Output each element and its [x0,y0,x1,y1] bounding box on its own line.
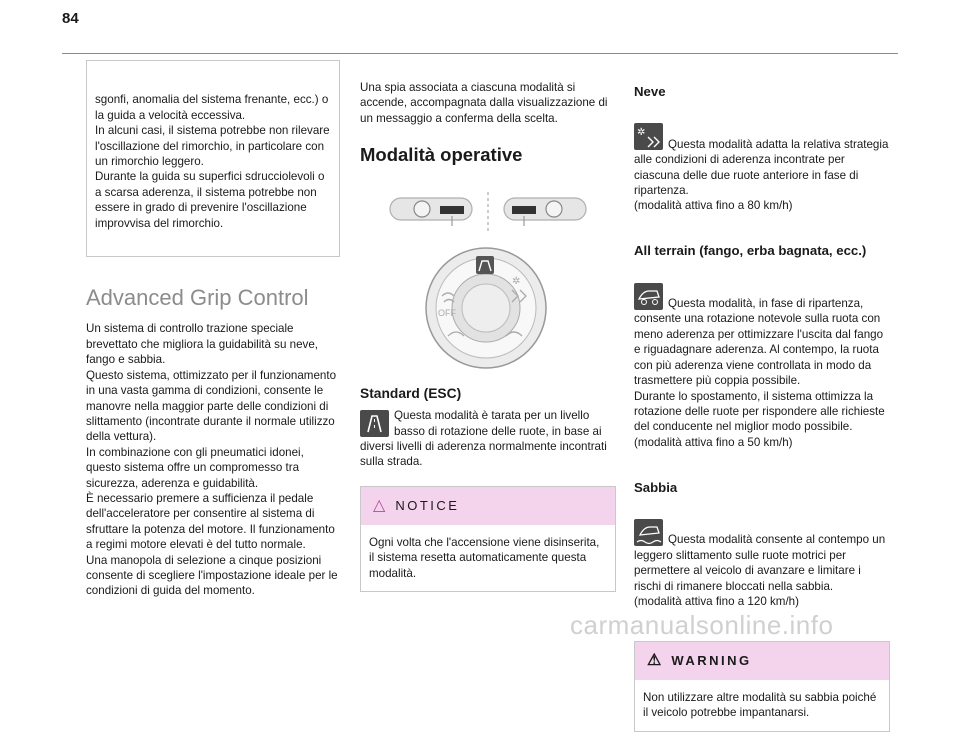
watermark: carmanualsonline.info [570,610,834,640]
snow-heading: Neve [634,84,666,99]
terrain-heading: All terrain (fango, erba bagnata, ecc.) [634,243,867,259]
col2-intro-text: Una spia associata a ciascuna modalità si accende, accompagnata dalla visualizzazione di un messaggio a conferma della scelta. [360,81,608,125]
snow-paragraph [634,106,890,229]
section-heading-advanced-grip: Advanced Grip Control [86,285,309,311]
selector-knob-illustration [360,180,616,386]
notice-title: NOTICE [395,498,460,514]
column-1 [86,60,340,599]
notice-box [360,486,616,592]
terrain-text: Questa modalità, in fase di ripartenza, consente una rotazione notevole sulla ruota con meno aderenza per ottimizzare l'uscita dal fango e riguadagnare aderenza. Al contempo, la ruota con più aderenza viene controllata in modo da trasmettere più coppia possibile. Durante lo spostamento, il sistema ottimizza la rotazione delle ruote per rispondere alle richieste del conducente nel miglior modo possibile. (modalità attiva fino a 50 km/h) [634,297,885,449]
dashboard-right [504,198,586,226]
grip-control-diagram [360,180,616,386]
svg-text:✲: ✲ [637,127,646,139]
warning-text: Non utilizzare altre modalità su sabbia poiché il veicolo potrebbe impantanarsi. [643,690,877,720]
section-heading-modalita: Modalità operative [360,144,523,166]
esc-mode-icon [360,410,389,437]
sand-paragraph [634,502,890,625]
snow-mode-icon [634,123,663,150]
warning-triangle-icon: ⚠ [647,652,662,670]
standard-paragraph [360,408,616,470]
col1-intro-text: sgonfi, anomalia del sistema frenante, ecc.) o la guida a velocità eccessiva. In alcuni casi, il sistema potrebbe non rilevare l'oscillazione del rimorchio, in particolare con un rimorchio leggero. Durante la guida su superfici sdrucciolevoli o a scarsa aderenza, il sistema potrebbe non essere in grado di prevenire l'oscillazione improvvisa del rimorchio. [95,93,330,230]
caution-triangle-icon: △ [373,497,386,515]
terrain-paragraph [634,265,890,465]
col1-body-text: Un sistema di controllo trazione speciale brevettato che migliora la guidabilità su neve, fango e sabbia. Questo sistema, ottimizzato per il funzionamento in una vasta gamma di condizioni, consente le manovre nella maggior parte delle condizioni di slittamento (incontrate durante il normale utilizzo della vettura). In combinazione con gli pneumatici idonei, questo sistema offre un compromesso tra sicurezza, aderenza e guidabilità. È necessario premere a sufficienza il pedale dell'acceleratore per consentire al sistema di sfruttare la potenza del motore. Il funzionamento a regimi motore elevati è del tutto normale. Una manopola di selezione a cinque posizioni consente di scegliere l'impostazione ideale per le condizioni di guida del momento. [86,322,338,598]
column-2 [360,60,616,592]
knob-off-label: OFF [438,308,456,319]
standard-heading: Standard (ESC) [360,386,462,402]
all-terrain-mode-icon [634,283,663,310]
notice-header [361,487,615,525]
sand-heading: Sabbia [634,479,678,495]
sand-text: Questa modalità consente al contempo un leggero slittamento sulle ruote motrici per permettere al veicolo di avanzare e limitare i rischi di rimanere bloccati nella sabbia. (modalità attiva fino a 120 km/h) [634,533,886,608]
warning-header [635,642,889,680]
snow-text: Questa modalità adatta la relativa strategia alle condizioni di aderenza incontrate per ciascuna delle due ruote anteriore in fase di ripartenza. (modalità attiva fino a 80 km/h) [634,137,889,213]
warning-title: WARNING [671,653,752,669]
intro-box [86,60,340,257]
warning-box [634,641,890,732]
sand-mode-icon [634,519,663,546]
svg-text:✲: ✲ [512,276,521,288]
dashboard-left [390,198,472,226]
notice-text: Ogni volta che l'accensione viene disinserita, il sistema resetta automaticamente questa modalità. [369,535,600,580]
page-number: 84 [62,10,79,27]
standard-text: Questa modalità è tarata per un livello basso di rotazione delle ruote, in base ai diversi livelli di aderenza normalmente incontrati sulla strada. [360,409,607,469]
header-rule [62,53,898,54]
